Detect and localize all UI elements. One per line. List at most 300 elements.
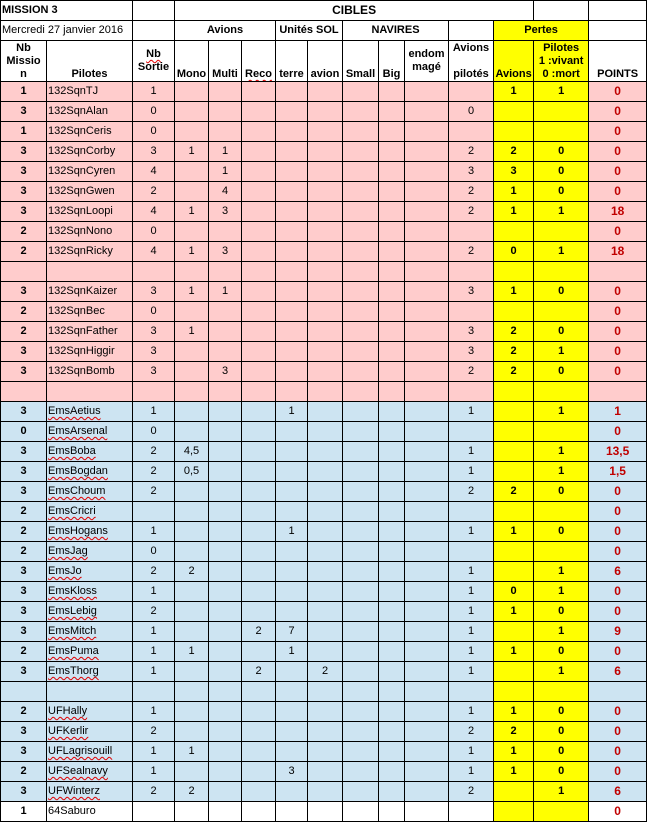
cell-mono[interactable] <box>175 602 209 622</box>
cell-sortie[interactable]: 2 <box>133 562 175 582</box>
cell-big[interactable] <box>379 642 405 662</box>
cell-pilotes-av[interactable] <box>449 502 494 522</box>
cell-small[interactable] <box>343 482 379 502</box>
cell-pertes-pilotes[interactable] <box>534 802 589 822</box>
pertes-header[interactable]: Pertes <box>494 21 589 41</box>
cell-terre[interactable] <box>276 242 308 262</box>
cell-pilotes-av[interactable]: 1 <box>449 402 494 422</box>
cell-big[interactable] <box>379 462 405 482</box>
cell-pilotes-av[interactable] <box>449 222 494 242</box>
cell-pertes-pilotes[interactable]: 1 <box>534 242 589 262</box>
cell-endom[interactable] <box>405 202 449 222</box>
cell-mission[interactable] <box>1 682 47 702</box>
cell-multi[interactable] <box>209 662 242 682</box>
cell-pertes-avions[interactable]: 1 <box>494 522 534 542</box>
cell-points[interactable]: 0 <box>589 602 647 622</box>
cell-pilot[interactable]: 132SqnRicky <box>47 242 133 262</box>
cell-terre[interactable] <box>276 602 308 622</box>
cell-pertes-avions[interactable] <box>494 302 534 322</box>
cell-pilotes-av[interactable]: 1 <box>449 462 494 482</box>
cell-terre[interactable] <box>276 342 308 362</box>
cell-pertes-avions[interactable]: 1 <box>494 82 534 102</box>
cell-endom[interactable] <box>405 582 449 602</box>
cell-multi[interactable]: 4 <box>209 182 242 202</box>
cell-terre[interactable] <box>276 482 308 502</box>
cell-avion[interactable] <box>308 582 343 602</box>
cell-reco[interactable] <box>242 582 276 602</box>
cell-big[interactable] <box>379 602 405 622</box>
cell-reco[interactable] <box>242 422 276 442</box>
cell-mono[interactable] <box>175 702 209 722</box>
cell-small[interactable] <box>343 542 379 562</box>
cell-big[interactable] <box>379 702 405 722</box>
cell-mission[interactable]: 2 <box>1 522 47 542</box>
cell-sortie[interactable]: 3 <box>133 342 175 362</box>
cell-terre[interactable] <box>276 102 308 122</box>
cell-small[interactable] <box>343 742 379 762</box>
cell-terre[interactable] <box>276 562 308 582</box>
cell-points[interactable]: 0 <box>589 642 647 662</box>
cell-big[interactable] <box>379 502 405 522</box>
cell-pertes-pilotes[interactable] <box>534 302 589 322</box>
cell-multi[interactable]: 3 <box>209 242 242 262</box>
group-header-unites-sol[interactable]: Unités SOL <box>276 21 343 41</box>
cell-mono[interactable]: 0,5 <box>175 462 209 482</box>
cell-multi[interactable]: 3 <box>209 362 242 382</box>
col-header-pertes-pilotes[interactable]: Pilotes 1 :vivant 0 :mort <box>534 41 589 82</box>
cell-mono[interactable] <box>175 362 209 382</box>
cell-mono[interactable] <box>175 522 209 542</box>
cell-pilotes-av[interactable]: 1 <box>449 742 494 762</box>
cell-pilot[interactable]: EmsPuma <box>47 642 133 662</box>
cell-small[interactable] <box>343 702 379 722</box>
cell-terre[interactable]: 1 <box>276 402 308 422</box>
cell-pertes-avions[interactable] <box>494 802 534 822</box>
cell-multi[interactable] <box>209 702 242 722</box>
cell-multi[interactable] <box>209 742 242 762</box>
cell-points[interactable]: 0 <box>589 362 647 382</box>
cell-big[interactable] <box>379 582 405 602</box>
cell-mission[interactable]: 2 <box>1 302 47 322</box>
cell-endom[interactable] <box>405 282 449 302</box>
cell-pertes-pilotes[interactable] <box>534 422 589 442</box>
cell-mono[interactable] <box>175 162 209 182</box>
cell-small[interactable] <box>343 802 379 822</box>
cell-small[interactable] <box>343 242 379 262</box>
cell-points[interactable]: 0 <box>589 82 647 102</box>
cell-mono[interactable] <box>175 222 209 242</box>
cell-small[interactable] <box>343 442 379 462</box>
cell-pertes-pilotes[interactable]: 0 <box>534 142 589 162</box>
col-header-nb-mission[interactable]: Nb Missio n <box>1 41 47 82</box>
cell-pilotes-av[interactable] <box>449 302 494 322</box>
cell-mono[interactable] <box>175 762 209 782</box>
col-header-nb-sortie[interactable]: Nb Sortie <box>133 41 175 82</box>
cell-pertes-pilotes[interactable]: 0 <box>534 642 589 662</box>
cell-sortie[interactable]: 3 <box>133 142 175 162</box>
cell-reco[interactable] <box>242 562 276 582</box>
cell-avion[interactable] <box>308 642 343 662</box>
cell-points[interactable]: 0 <box>589 322 647 342</box>
cell-pertes-avions[interactable] <box>494 782 534 802</box>
cell-mission[interactable]: 2 <box>1 702 47 722</box>
cell-small[interactable] <box>343 422 379 442</box>
cell-multi[interactable] <box>209 762 242 782</box>
cell-pertes-pilotes[interactable]: 1 <box>534 462 589 482</box>
cell-sortie[interactable]: 0 <box>133 422 175 442</box>
cell-reco[interactable] <box>242 802 276 822</box>
cell-pilot[interactable]: 132SqnCorby <box>47 142 133 162</box>
cell-avion[interactable] <box>308 802 343 822</box>
cell-pilotes-av[interactable]: 2 <box>449 142 494 162</box>
cell-pilot[interactable]: 132SqnBomb <box>47 362 133 382</box>
cell-endom[interactable] <box>405 642 449 662</box>
cell-points[interactable]: 6 <box>589 662 647 682</box>
cell-terre[interactable]: 7 <box>276 622 308 642</box>
cell-points[interactable]: 0 <box>589 122 647 142</box>
cell-pilotes-av[interactable] <box>449 82 494 102</box>
cell-mission[interactable]: 1 <box>1 82 47 102</box>
cell-points[interactable]: 0 <box>589 282 647 302</box>
cell-endom[interactable] <box>405 542 449 562</box>
col-header-pilotes[interactable]: Pilotes <box>47 41 133 82</box>
cell-endom[interactable] <box>405 562 449 582</box>
cell-sortie[interactable]: 1 <box>133 82 175 102</box>
cell-endom[interactable] <box>405 702 449 722</box>
cell-points[interactable]: 0 <box>589 702 647 722</box>
cell-small[interactable] <box>343 522 379 542</box>
header-cell[interactable] <box>589 1 647 21</box>
cell-terre[interactable] <box>276 682 308 702</box>
cell-big[interactable] <box>379 122 405 142</box>
cell-pertes-pilotes[interactable] <box>534 122 589 142</box>
cell-pilotes-av[interactable]: 1 <box>449 442 494 462</box>
cell-mission[interactable] <box>1 382 47 402</box>
cell-reco[interactable] <box>242 382 276 402</box>
header-cell[interactable] <box>589 21 647 41</box>
cell-small[interactable] <box>343 722 379 742</box>
cell-small[interactable] <box>343 782 379 802</box>
cell-big[interactable] <box>379 162 405 182</box>
cell-pilot[interactable]: UFLagrisouill <box>47 742 133 762</box>
cell-sortie[interactable] <box>133 802 175 822</box>
cell-sortie[interactable]: 0 <box>133 222 175 242</box>
cell-pertes-avions[interactable] <box>494 682 534 702</box>
cell-reco[interactable] <box>242 462 276 482</box>
cell-points[interactable]: 9 <box>589 622 647 642</box>
cell-avion[interactable] <box>308 302 343 322</box>
cell-sortie[interactable]: 2 <box>133 602 175 622</box>
cell-reco[interactable] <box>242 682 276 702</box>
cell-multi[interactable]: 1 <box>209 142 242 162</box>
cell-mono[interactable]: 1 <box>175 322 209 342</box>
cell-terre[interactable]: 1 <box>276 522 308 542</box>
cell-multi[interactable] <box>209 262 242 282</box>
cell-avion[interactable] <box>308 462 343 482</box>
cell-mission[interactable]: 2 <box>1 242 47 262</box>
cell-mission[interactable]: 3 <box>1 362 47 382</box>
cell-avion[interactable] <box>308 522 343 542</box>
cell-pertes-pilotes[interactable]: 1 <box>534 342 589 362</box>
cell-pertes-avions[interactable]: 0 <box>494 582 534 602</box>
cell-reco[interactable] <box>242 542 276 562</box>
cell-mission[interactable]: 3 <box>1 662 47 682</box>
cell-mono[interactable] <box>175 662 209 682</box>
cell-pertes-avions[interactable]: 2 <box>494 342 534 362</box>
cell-reco[interactable] <box>242 402 276 422</box>
cell-multi[interactable] <box>209 342 242 362</box>
cell-endom[interactable] <box>405 622 449 642</box>
cell-endom[interactable] <box>405 162 449 182</box>
cell-big[interactable] <box>379 202 405 222</box>
cell-sortie[interactable] <box>133 502 175 522</box>
cell-multi[interactable] <box>209 602 242 622</box>
cell-pilot[interactable]: 132SqnHiggir <box>47 342 133 362</box>
cell-big[interactable] <box>379 442 405 462</box>
cell-multi[interactable] <box>209 382 242 402</box>
cell-pertes-avions[interactable] <box>494 262 534 282</box>
cell-sortie[interactable]: 3 <box>133 362 175 382</box>
cell-multi[interactable] <box>209 522 242 542</box>
cell-endom[interactable] <box>405 242 449 262</box>
col-header-reco[interactable]: Reco <box>242 41 276 82</box>
cell-avion[interactable] <box>308 162 343 182</box>
cell-terre[interactable] <box>276 82 308 102</box>
cell-avion[interactable] <box>308 262 343 282</box>
cell-multi[interactable] <box>209 502 242 522</box>
cell-mono[interactable]: 2 <box>175 562 209 582</box>
cell-pertes-avions[interactable] <box>494 562 534 582</box>
cell-pilot[interactable]: EmsMitch <box>47 622 133 642</box>
cell-pertes-avions[interactable] <box>494 462 534 482</box>
cell-pilot[interactable]: 132SqnTJ <box>47 82 133 102</box>
cell-mono[interactable]: 1 <box>175 642 209 662</box>
cell-avion[interactable] <box>308 142 343 162</box>
cell-avion[interactable] <box>308 102 343 122</box>
cell-avion[interactable] <box>308 682 343 702</box>
cell-pertes-pilotes[interactable] <box>534 222 589 242</box>
cell-sortie[interactable]: 0 <box>133 302 175 322</box>
cell-terre[interactable] <box>276 122 308 142</box>
col-header-avions-pilotes[interactable]: Avions pilotés <box>449 41 494 82</box>
cell-terre[interactable] <box>276 722 308 742</box>
cell-avion[interactable] <box>308 342 343 362</box>
cell-pilot[interactable]: 132SqnBec <box>47 302 133 322</box>
cell-endom[interactable] <box>405 682 449 702</box>
cell-small[interactable] <box>343 322 379 342</box>
cell-points[interactable]: 0 <box>589 302 647 322</box>
cell-sortie[interactable]: 2 <box>133 782 175 802</box>
cell-avion[interactable] <box>308 122 343 142</box>
cell-big[interactable] <box>379 102 405 122</box>
cell-reco[interactable] <box>242 102 276 122</box>
cell-reco[interactable] <box>242 302 276 322</box>
cell-pertes-pilotes[interactable] <box>534 102 589 122</box>
cell-points[interactable] <box>589 682 647 702</box>
cell-pilotes-av[interactable]: 1 <box>449 642 494 662</box>
cell-mission[interactable]: 3 <box>1 622 47 642</box>
cell-multi[interactable] <box>209 322 242 342</box>
cell-reco[interactable] <box>242 442 276 462</box>
cell-points[interactable]: 18 <box>589 202 647 222</box>
cell-big[interactable] <box>379 402 405 422</box>
cell-sortie[interactable]: 2 <box>133 462 175 482</box>
col-header-small[interactable]: Small <box>343 41 379 82</box>
cell-mono[interactable] <box>175 802 209 822</box>
cell-multi[interactable] <box>209 122 242 142</box>
cell-endom[interactable] <box>405 602 449 622</box>
cell-mono[interactable] <box>175 182 209 202</box>
cell-mission[interactable]: 3 <box>1 342 47 362</box>
cell-big[interactable] <box>379 562 405 582</box>
cell-mono[interactable]: 1 <box>175 242 209 262</box>
cell-pertes-pilotes[interactable] <box>534 542 589 562</box>
cell-reco[interactable] <box>242 182 276 202</box>
cell-terre[interactable] <box>276 222 308 242</box>
cell-sortie[interactable]: 1 <box>133 702 175 722</box>
cell-avion[interactable] <box>308 562 343 582</box>
cell-endom[interactable] <box>405 102 449 122</box>
cell-small[interactable] <box>343 382 379 402</box>
cell-mission[interactable]: 3 <box>1 482 47 502</box>
cell-reco[interactable] <box>242 162 276 182</box>
cell-small[interactable] <box>343 362 379 382</box>
cell-pertes-pilotes[interactable]: 0 <box>534 602 589 622</box>
cell-mission[interactable]: 2 <box>1 642 47 662</box>
cell-pilotes-av[interactable]: 2 <box>449 782 494 802</box>
cell-big[interactable] <box>379 422 405 442</box>
cell-pilot[interactable]: EmsBogdan <box>47 462 133 482</box>
cell-mono[interactable] <box>175 682 209 702</box>
cell-big[interactable] <box>379 182 405 202</box>
cell-multi[interactable] <box>209 222 242 242</box>
col-header-terre[interactable]: terre <box>276 41 308 82</box>
cell-avion[interactable] <box>308 762 343 782</box>
cell-mono[interactable] <box>175 102 209 122</box>
cell-mission[interactable]: 3 <box>1 182 47 202</box>
cell-pilot[interactable]: 132SqnNono <box>47 222 133 242</box>
cell-pilotes-av[interactable] <box>449 802 494 822</box>
cell-small[interactable] <box>343 202 379 222</box>
cell-big[interactable] <box>379 142 405 162</box>
cell-sortie[interactable]: 1 <box>133 582 175 602</box>
cell-endom[interactable] <box>405 522 449 542</box>
cell-big[interactable] <box>379 362 405 382</box>
cell-multi[interactable] <box>209 302 242 322</box>
cell-pertes-pilotes[interactable]: 0 <box>534 282 589 302</box>
cell-sortie[interactable]: 4 <box>133 242 175 262</box>
cell-pertes-pilotes[interactable]: 0 <box>534 482 589 502</box>
cell-reco[interactable] <box>242 702 276 722</box>
cell-pertes-pilotes[interactable]: 0 <box>534 522 589 542</box>
cell-points[interactable]: 0 <box>589 422 647 442</box>
cell-pertes-pilotes[interactable]: 0 <box>534 362 589 382</box>
cell-mono[interactable]: 1 <box>175 202 209 222</box>
cell-pilotes-av[interactable]: 3 <box>449 282 494 302</box>
cell-multi[interactable]: 1 <box>209 162 242 182</box>
cell-terre[interactable] <box>276 782 308 802</box>
cell-mono[interactable] <box>175 482 209 502</box>
cell-terre[interactable] <box>276 282 308 302</box>
cell-pertes-pilotes[interactable] <box>534 382 589 402</box>
cell-pilot[interactable]: EmsJag <box>47 542 133 562</box>
cell-pertes-pilotes[interactable]: 1 <box>534 562 589 582</box>
cell-pertes-avions[interactable] <box>494 542 534 562</box>
cell-small[interactable] <box>343 282 379 302</box>
cell-terre[interactable] <box>276 742 308 762</box>
cell-endom[interactable] <box>405 802 449 822</box>
cell-big[interactable] <box>379 802 405 822</box>
cell-big[interactable] <box>379 722 405 742</box>
cell-avion[interactable] <box>308 222 343 242</box>
cell-pertes-avions[interactable] <box>494 422 534 442</box>
cell-terre[interactable] <box>276 802 308 822</box>
cell-mission[interactable]: 2 <box>1 542 47 562</box>
cell-terre[interactable] <box>276 442 308 462</box>
cell-points[interactable]: 0 <box>589 582 647 602</box>
cell-sortie[interactable]: 1 <box>133 642 175 662</box>
cell-pertes-avions[interactable]: 0 <box>494 242 534 262</box>
cell-endom[interactable] <box>405 442 449 462</box>
cell-pilot[interactable]: 132SqnCeris <box>47 122 133 142</box>
cell-pertes-avions[interactable] <box>494 622 534 642</box>
cell-pilot[interactable]: 132SqnAlan <box>47 102 133 122</box>
cell-sortie[interactable]: 0 <box>133 542 175 562</box>
cell-reco[interactable] <box>242 602 276 622</box>
cell-terre[interactable] <box>276 302 308 322</box>
cell-pertes-avions[interactable]: 1 <box>494 742 534 762</box>
cell-pertes-avions[interactable] <box>494 662 534 682</box>
cell-multi[interactable] <box>209 642 242 662</box>
cell-small[interactable] <box>343 762 379 782</box>
cell-sortie[interactable]: 2 <box>133 722 175 742</box>
cell-reco[interactable] <box>242 502 276 522</box>
cell-pertes-pilotes[interactable]: 1 <box>534 662 589 682</box>
cell-mono[interactable] <box>175 342 209 362</box>
cell-pertes-pilotes[interactable]: 1 <box>534 402 589 422</box>
cell-avion[interactable] <box>308 542 343 562</box>
cell-reco[interactable] <box>242 782 276 802</box>
cell-pilotes-av[interactable]: 3 <box>449 162 494 182</box>
cell-pertes-avions[interactable] <box>494 502 534 522</box>
cell-endom[interactable] <box>405 362 449 382</box>
cell-mono[interactable]: 1 <box>175 282 209 302</box>
cell-big[interactable] <box>379 742 405 762</box>
cell-reco[interactable]: 2 <box>242 622 276 642</box>
cell-points[interactable]: 0 <box>589 182 647 202</box>
cell-terre[interactable] <box>276 462 308 482</box>
cell-mission[interactable]: 3 <box>1 282 47 302</box>
cell-terre[interactable] <box>276 542 308 562</box>
cell-terre[interactable] <box>276 362 308 382</box>
cell-pilot[interactable]: UFHally <box>47 702 133 722</box>
cell-endom[interactable] <box>405 742 449 762</box>
cell-pilot[interactable]: 132SqnLoopi <box>47 202 133 222</box>
cell-mission[interactable]: 2 <box>1 322 47 342</box>
cell-mission[interactable]: 0 <box>1 422 47 442</box>
cell-pertes-avions[interactable]: 2 <box>494 722 534 742</box>
cell-small[interactable] <box>343 342 379 362</box>
cell-points[interactable]: 0 <box>589 742 647 762</box>
cell-mono[interactable] <box>175 302 209 322</box>
cell-pertes-pilotes[interactable]: 1 <box>534 442 589 462</box>
cell-points[interactable]: 13,5 <box>589 442 647 462</box>
cell-multi[interactable] <box>209 442 242 462</box>
cell-pilot[interactable]: EmsAetius <box>47 402 133 422</box>
cell-pilot[interactable]: UFSealnavy <box>47 762 133 782</box>
col-header-points[interactable]: POINTS <box>589 41 647 82</box>
cell-sortie[interactable]: 3 <box>133 322 175 342</box>
